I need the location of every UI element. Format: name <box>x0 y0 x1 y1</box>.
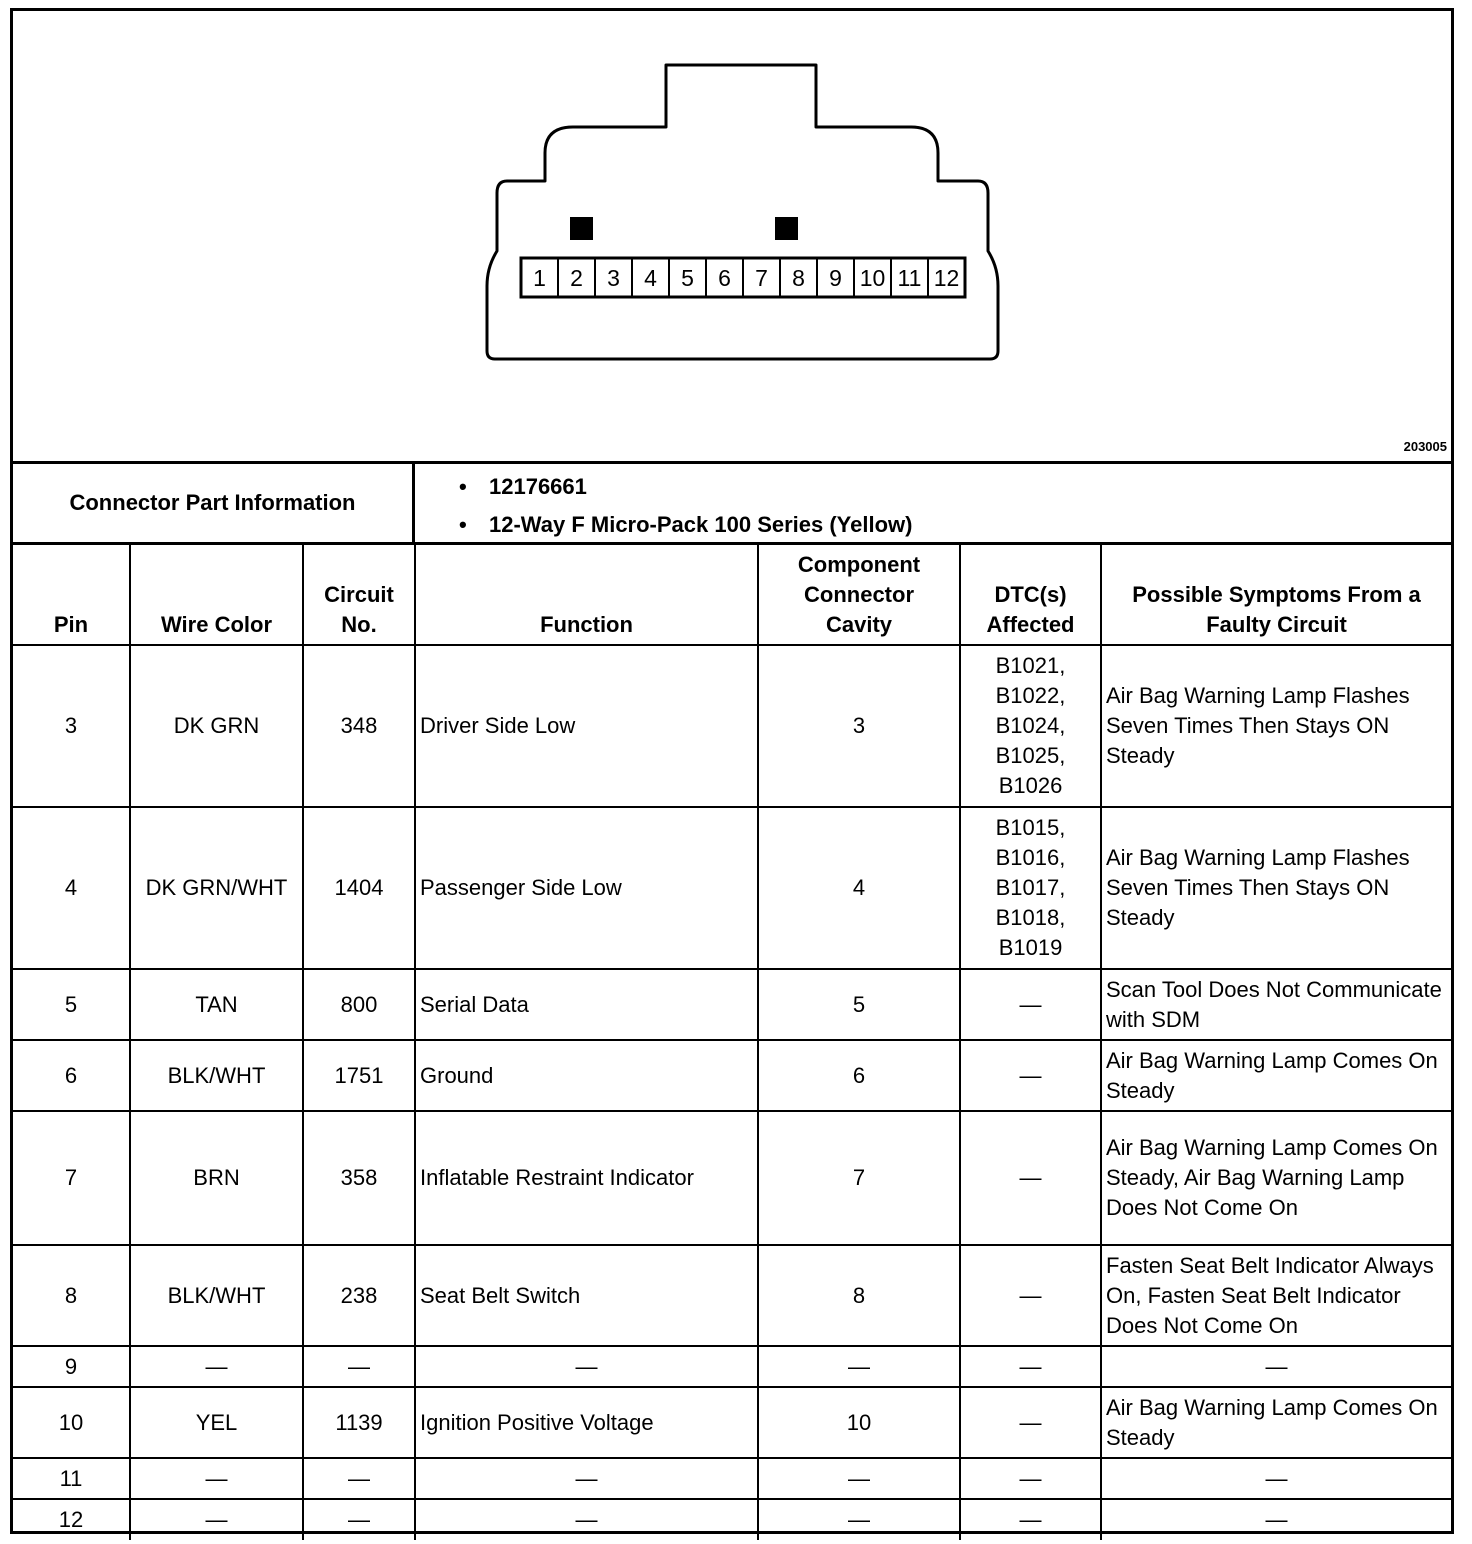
cell-pin: 9 <box>13 1346 130 1387</box>
cell-symptoms: Air Bag Warning Lamp Flashes Seven Times Then Stays ON Steady <box>1101 807 1451 969</box>
cell-cavity: — <box>758 1458 960 1499</box>
pin-cavity-11 <box>891 258 921 297</box>
pin-number: 5 <box>681 265 694 291</box>
table-row <box>13 1346 1451 1387</box>
cell-circuit-no: 358 <box>303 1111 415 1245</box>
cell-dtc: — <box>960 1499 1101 1540</box>
cell-cavity: — <box>758 1499 960 1540</box>
cell-symptoms: Scan Tool Does Not Communicate with SDM <box>1101 969 1451 1040</box>
cell-function: Driver Side Low <box>415 645 758 807</box>
table-row <box>13 1040 1451 1111</box>
cell-cavity: 3 <box>758 645 960 807</box>
cell-function: — <box>415 1346 758 1387</box>
cell-dtc: — <box>960 1458 1101 1499</box>
cell-wire-color: DK GRN/WHT <box>130 807 303 969</box>
part-info-label: Connector Part Information <box>13 464 415 542</box>
cell-function: Serial Data <box>415 969 758 1040</box>
pin-cavity-2 <box>558 258 583 297</box>
header-cavity: Component Connector Cavity <box>758 545 960 645</box>
pin-cavity-9 <box>817 258 842 297</box>
pin-number: 3 <box>607 265 620 291</box>
connector-housing-outline <box>487 65 998 359</box>
cell-wire-color: BLK/WHT <box>130 1040 303 1111</box>
cell-cavity: 7 <box>758 1111 960 1245</box>
cell-circuit-no: 1139 <box>303 1387 415 1458</box>
cell-function: Ignition Positive Voltage <box>415 1387 758 1458</box>
header-symptoms: Possible Symptoms From a Faulty Circuit <box>1101 545 1451 645</box>
cell-wire-color: BLK/WHT <box>130 1245 303 1346</box>
cell-dtc: — <box>960 969 1101 1040</box>
cell-dtc: — <box>960 1346 1101 1387</box>
table-row <box>13 1111 1451 1245</box>
latch-key-left <box>570 217 593 240</box>
pinout-table <box>13 545 1451 1540</box>
cell-symptoms: Air Bag Warning Lamp Comes On Steady <box>1101 1040 1451 1111</box>
cell-circuit-no: — <box>303 1458 415 1499</box>
pin-cavity-10 <box>854 258 885 297</box>
pin-cavity-1 <box>533 265 546 291</box>
cell-wire-color: — <box>130 1346 303 1387</box>
cell-circuit-no: — <box>303 1499 415 1540</box>
cell-dtc: — <box>960 1040 1101 1111</box>
pin-cavity-12 <box>928 258 959 297</box>
cell-pin: 10 <box>13 1387 130 1458</box>
header-function: Function <box>415 545 758 645</box>
pin-number: 10 <box>859 265 886 291</box>
cell-wire-color: YEL <box>130 1387 303 1458</box>
cell-dtc: — <box>960 1387 1101 1458</box>
cell-function: Inflatable Restraint Indicator <box>415 1111 758 1245</box>
cell-function: Ground <box>415 1040 758 1111</box>
cell-cavity: 8 <box>758 1245 960 1346</box>
cell-dtc: — <box>960 1245 1101 1346</box>
header-dtc: DTC(s) Affected <box>960 545 1101 645</box>
table-row <box>13 969 1451 1040</box>
cell-symptoms: — <box>1101 1346 1451 1387</box>
cell-symptoms: Fasten Seat Belt Indicator Always On, Fasten Seat Belt Indicator Does Not Come On <box>1101 1245 1451 1346</box>
cell-function: Passenger Side Low <box>415 807 758 969</box>
pin-cavity-4 <box>632 258 657 297</box>
cell-function: — <box>415 1458 758 1499</box>
cell-pin: 4 <box>13 807 130 969</box>
header-circuit-no: Circuit No. <box>303 545 415 645</box>
table-row <box>13 1499 1451 1540</box>
header-wire-color: Wire Color <box>130 545 303 645</box>
cell-dtc: B1015, B1016, B1017, B1018, B1019 <box>960 807 1101 969</box>
cell-symptoms: Air Bag Warning Lamp Comes On Steady <box>1101 1387 1451 1458</box>
cell-pin: 8 <box>13 1245 130 1346</box>
cell-circuit-no: 800 <box>303 969 415 1040</box>
cell-circuit-no: 238 <box>303 1245 415 1346</box>
pin-cavity-6 <box>706 258 731 297</box>
cell-cavity: 5 <box>758 969 960 1040</box>
cell-symptoms: — <box>1101 1458 1451 1499</box>
pin-number: 11 <box>897 265 922 291</box>
cell-wire-color: BRN <box>130 1111 303 1245</box>
cell-symptoms: Air Bag Warning Lamp Flashes Seven Times Then Stays ON Steady <box>1101 645 1451 807</box>
cell-wire-color: TAN <box>130 969 303 1040</box>
pin-number: 1 <box>533 265 546 291</box>
cell-wire-color: — <box>130 1499 303 1540</box>
cell-dtc: B1021, B1022, B1024, B1025, B1026 <box>960 645 1101 807</box>
cell-symptoms: — <box>1101 1499 1451 1540</box>
cell-cavity: — <box>758 1346 960 1387</box>
connector-part-info <box>13 464 1451 545</box>
pin-cavity-8 <box>780 258 805 297</box>
table-row <box>13 1245 1451 1346</box>
cell-circuit-no: 348 <box>303 645 415 807</box>
pin-number: 8 <box>792 265 805 291</box>
table-row <box>13 807 1451 969</box>
cell-wire-color: — <box>130 1458 303 1499</box>
cell-circuit-no: 1751 <box>303 1040 415 1111</box>
pin-number: 2 <box>570 265 583 291</box>
table-header-row <box>13 545 1451 645</box>
pin-number: 12 <box>933 265 960 291</box>
pin-cavity-5 <box>669 258 694 297</box>
cell-circuit-no: — <box>303 1346 415 1387</box>
figure-id: 203005 <box>1403 439 1447 454</box>
cell-dtc: — <box>960 1111 1101 1245</box>
connector-diagram <box>13 11 1451 464</box>
part-info-item: • 12176661 <box>459 474 587 499</box>
cell-circuit-no: 1404 <box>303 807 415 969</box>
pin-number: 4 <box>644 265 657 291</box>
table-row <box>13 1387 1451 1458</box>
latch-key-right <box>775 217 798 240</box>
cell-function: Seat Belt Switch <box>415 1245 758 1346</box>
pin-number: 9 <box>829 265 842 291</box>
cell-function: — <box>415 1499 758 1540</box>
connector-sheet <box>10 8 1454 1534</box>
cell-pin: 12 <box>13 1499 130 1540</box>
table-row <box>13 1458 1451 1499</box>
header-pin: Pin <box>13 545 130 645</box>
pin-cavity-3 <box>595 258 620 297</box>
cell-pin: 6 <box>13 1040 130 1111</box>
cell-cavity: 10 <box>758 1387 960 1458</box>
cell-pin: 3 <box>13 645 130 807</box>
pin-number: 7 <box>755 265 768 291</box>
cell-cavity: 6 <box>758 1040 960 1111</box>
connector-face-drawing <box>13 11 1451 461</box>
part-info-item: • 12-Way F Micro-Pack 100 Series (Yellow) <box>459 512 913 537</box>
cell-pin: 5 <box>13 969 130 1040</box>
cell-cavity: 4 <box>758 807 960 969</box>
cell-symptoms: Air Bag Warning Lamp Comes On Steady, Air Bag Warning Lamp Does Not Come On <box>1101 1111 1451 1245</box>
pin-cavity-7 <box>743 258 768 297</box>
cell-wire-color: DK GRN <box>130 645 303 807</box>
cell-pin: 7 <box>13 1111 130 1245</box>
cell-pin: 11 <box>13 1458 130 1499</box>
table-row <box>13 645 1451 807</box>
pin-number: 6 <box>718 265 731 291</box>
part-info-list <box>459 470 912 546</box>
